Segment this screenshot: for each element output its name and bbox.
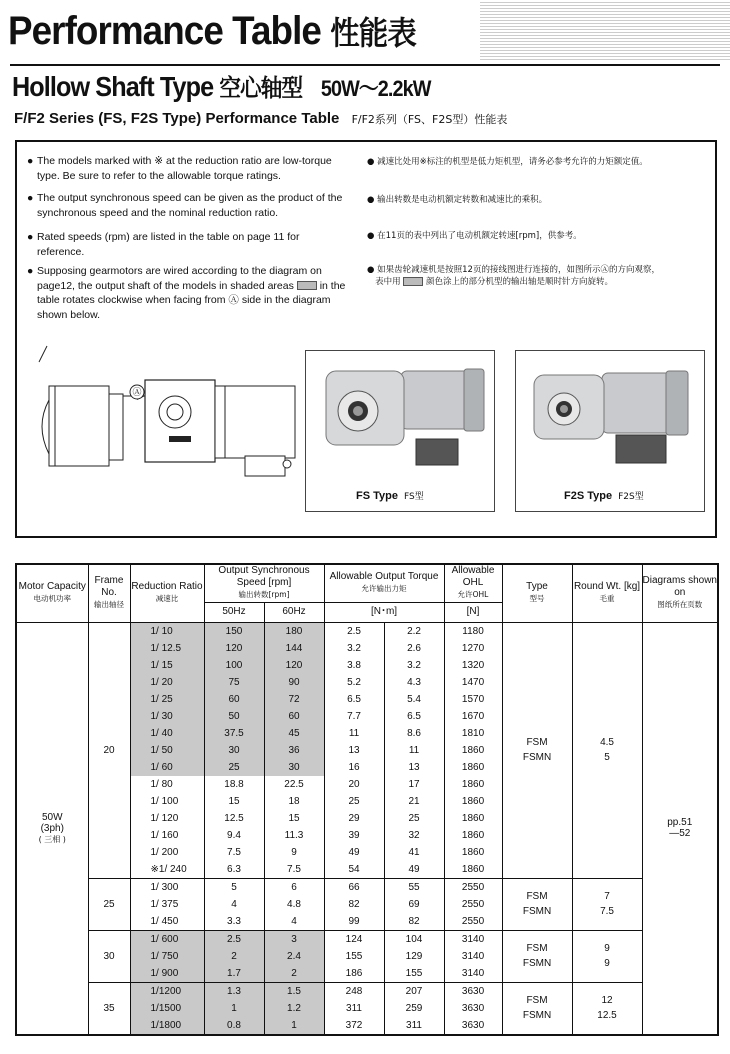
header-ohl-unit: [N]: [444, 602, 502, 622]
ratio-cell: 1/1800: [130, 1017, 204, 1035]
ratio-cell: 1/ 600: [130, 930, 204, 948]
speed-50hz-cell: 37.5: [204, 725, 264, 742]
torque-50hz-cell: 29: [324, 810, 384, 827]
speed-50hz-cell: 18.8: [204, 776, 264, 793]
speed-50hz-cell: 2: [204, 948, 264, 965]
torque-60hz-cell: 311: [384, 1017, 444, 1035]
speed-60hz-cell: 36: [264, 742, 324, 759]
speed-50hz-cell: 100: [204, 657, 264, 674]
torque-60hz-cell: 6.5: [384, 708, 444, 725]
torque-50hz-cell: 54: [324, 861, 384, 879]
f2s-type-caption: F2S Type F2S型: [564, 490, 644, 502]
speed-60hz-cell: 22.5: [264, 776, 324, 793]
frame-no-cell: 25: [88, 878, 130, 930]
ohl-cell: 1570: [444, 691, 502, 708]
torque-50hz-cell: 3.2: [324, 640, 384, 657]
speed-60hz-cell: 1: [264, 1017, 324, 1035]
torque-50hz-cell: 124: [324, 930, 384, 948]
ohl-cell: 1860: [444, 793, 502, 810]
type-cell: FSM FSMN: [502, 878, 572, 930]
ratio-cell: 1/ 750: [130, 948, 204, 965]
speed-50hz-cell: 9.4: [204, 827, 264, 844]
ratio-cell: 1/ 300: [130, 878, 204, 896]
torque-50hz-cell: 66: [324, 878, 384, 896]
speed-60hz-cell: 1.2: [264, 1000, 324, 1017]
speed-50hz-cell: 60: [204, 691, 264, 708]
torque-50hz-cell: 3.8: [324, 657, 384, 674]
notes-panel: [15, 140, 717, 538]
speed-60hz-cell: 90: [264, 674, 324, 691]
torque-50hz-cell: 49: [324, 844, 384, 861]
ohl-cell: 1860: [444, 810, 502, 827]
fs-type-photo: [306, 351, 492, 471]
frame-no-cell: 35: [88, 982, 130, 1035]
torque-60hz-cell: 21: [384, 793, 444, 810]
ohl-cell: 1860: [444, 844, 502, 861]
speed-60hz-cell: 9: [264, 844, 324, 861]
header-frame: Frame No. 输出轴径: [88, 564, 130, 622]
speed-60hz-cell: 7.5: [264, 861, 324, 879]
series-title-en: F/F2 Series (FS, F2S Type) Performance Table: [14, 110, 340, 127]
ratio-cell: 1/ 80: [130, 776, 204, 793]
note-1-en: ● The models marked with ※ at the reduction ratio are low-torque type. Be sure to refer to the allowable torque ratings.: [27, 155, 332, 182]
ratio-cell: 1/1500: [130, 1000, 204, 1017]
speed-60hz-cell: 144: [264, 640, 324, 657]
header-60hz: 60Hz: [264, 602, 324, 622]
weight-cell: 4.5 5: [572, 622, 642, 878]
section-title: [12, 68, 431, 103]
torque-60hz-cell: 3.2: [384, 657, 444, 674]
ratio-cell: 1/ 30: [130, 708, 204, 725]
torque-60hz-cell: 32: [384, 827, 444, 844]
ohl-cell: 2550: [444, 913, 502, 931]
torque-60hz-cell: 104: [384, 930, 444, 948]
torque-60hz-cell: 69: [384, 896, 444, 913]
decorative-stripe: [480, 0, 730, 60]
ohl-cell: 1470: [444, 674, 502, 691]
ohl-cell: 1860: [444, 742, 502, 759]
f2s-type-photo: [516, 351, 702, 471]
ohl-cell: 1270: [444, 640, 502, 657]
ohl-cell: 3630: [444, 1000, 502, 1017]
frame-no-cell: 30: [88, 930, 130, 982]
diagram-pages-cell: pp.51 —52: [642, 622, 718, 1035]
ratio-cell: 1/ 200: [130, 844, 204, 861]
torque-50hz-cell: 20: [324, 776, 384, 793]
ratio-cell: 1/ 450: [130, 913, 204, 931]
series-title: [14, 110, 507, 127]
type-cell: FSM FSMN: [502, 622, 572, 878]
speed-50hz-cell: 1.7: [204, 965, 264, 983]
torque-50hz-cell: 16: [324, 759, 384, 776]
ohl-cell: 1860: [444, 776, 502, 793]
ratio-cell: 1/ 100: [130, 793, 204, 810]
ratio-cell: 1/ 12.5: [130, 640, 204, 657]
ratio-cell: 1/ 375: [130, 896, 204, 913]
note-2-en: ● The output synchronous speed can be given as the product of the synchronous speed and the nominal reduction ratio.: [27, 192, 343, 219]
header-speed: Output Synchronous Speed [rpm] 输出转数[rpm]: [204, 564, 324, 602]
speed-50hz-cell: 2.5: [204, 930, 264, 948]
ohl-cell: 1180: [444, 622, 502, 640]
fs-type-caption: FS Type FS型: [356, 490, 424, 502]
speed-60hz-cell: 2.4: [264, 948, 324, 965]
torque-60hz-cell: 25: [384, 810, 444, 827]
torque-50hz-cell: 25: [324, 793, 384, 810]
torque-50hz-cell: 7.7: [324, 708, 384, 725]
gearmotor-line-diagram: [25, 338, 305, 488]
torque-60hz-cell: 155: [384, 965, 444, 983]
ohl-cell: 2550: [444, 878, 502, 896]
page-title-cn: 性能表: [330, 14, 416, 52]
section-title-en: Hollow Shaft Type: [12, 71, 214, 102]
torque-50hz-cell: 248: [324, 982, 384, 1000]
fs-type-photo-frame: [305, 350, 495, 512]
torque-50hz-cell: 13: [324, 742, 384, 759]
note-3-en: ● Rated speeds (rpm) are listed in the table on page 11 for reference.: [27, 231, 300, 258]
speed-50hz-cell: 4: [204, 896, 264, 913]
speed-50hz-cell: 3.3: [204, 913, 264, 931]
motor-capacity-cell: 50W (3ph) ( 三相 ): [16, 622, 88, 1035]
speed-60hz-cell: 120: [264, 657, 324, 674]
note-4-cn: ● 如果齿轮减速机是按照12页的接线图进行连接的，如图所示Ⓐ的方向观察， 表中用 颜色涂上的部分机型的输出轴是顺时针方向旋转。: [367, 265, 660, 287]
torque-60hz-cell: 17: [384, 776, 444, 793]
series-title-cn: F/F2系列（FS、F2S型）性能表: [351, 113, 508, 126]
speed-60hz-cell: 4.8: [264, 896, 324, 913]
performance-table: [15, 563, 719, 1036]
weight-cell: 12 12.5: [572, 982, 642, 1035]
speed-50hz-cell: 6.3: [204, 861, 264, 879]
note-4-en: ● Supposing gearmotors are wired according to the diagram on page12, the output shaft of the models in shaded areas in the table rotates clockwise when facing from Ⓐ side in the diagram shown below.: [27, 265, 346, 321]
speed-60hz-cell: 2: [264, 965, 324, 983]
torque-50hz-cell: 6.5: [324, 691, 384, 708]
torque-60hz-cell: 55: [384, 878, 444, 896]
speed-60hz-cell: 3: [264, 930, 324, 948]
torque-60hz-cell: 49: [384, 861, 444, 879]
torque-60hz-cell: 2.2: [384, 622, 444, 640]
speed-50hz-cell: 7.5: [204, 844, 264, 861]
torque-50hz-cell: 311: [324, 1000, 384, 1017]
weight-cell: 7 7.5: [572, 878, 642, 930]
table-row: [16, 982, 718, 1000]
ratio-cell: 1/ 10: [130, 622, 204, 640]
torque-60hz-cell: 11: [384, 742, 444, 759]
ratio-cell: 1/ 15: [130, 657, 204, 674]
speed-50hz-cell: 120: [204, 640, 264, 657]
title-rule: [10, 64, 720, 66]
ratio-cell: 1/ 20: [130, 674, 204, 691]
speed-60hz-cell: 60: [264, 708, 324, 725]
ratio-cell: 1/ 40: [130, 725, 204, 742]
header-type: Type 型号: [502, 564, 572, 622]
speed-60hz-cell: 18: [264, 793, 324, 810]
ohl-cell: 1860: [444, 827, 502, 844]
ratio-cell: 1/ 25: [130, 691, 204, 708]
ratio-cell: 1/ 50: [130, 742, 204, 759]
speed-60hz-cell: 45: [264, 725, 324, 742]
speed-50hz-cell: 5: [204, 878, 264, 896]
speed-50hz-cell: 75: [204, 674, 264, 691]
speed-60hz-cell: 4: [264, 913, 324, 931]
speed-50hz-cell: 25: [204, 759, 264, 776]
table-row: [16, 930, 718, 948]
torque-60hz-cell: 8.6: [384, 725, 444, 742]
speed-60hz-cell: 11.3: [264, 827, 324, 844]
page-title: [8, 8, 416, 54]
torque-60hz-cell: 13: [384, 759, 444, 776]
ohl-cell: 1320: [444, 657, 502, 674]
torque-50hz-cell: 11: [324, 725, 384, 742]
torque-60hz-cell: 207: [384, 982, 444, 1000]
note-3-cn: ● 在11页的表中列出了电动机额定转速[rpm]，供参考。: [367, 231, 582, 241]
speed-50hz-cell: 50: [204, 708, 264, 725]
speed-60hz-cell: 30: [264, 759, 324, 776]
ratio-cell: 1/ 900: [130, 965, 204, 983]
speed-60hz-cell: 6: [264, 878, 324, 896]
ratio-cell: 1/ 120: [130, 810, 204, 827]
table-row: [16, 622, 718, 640]
torque-50hz-cell: 99: [324, 913, 384, 931]
ratio-cell: ※1/ 240: [130, 861, 204, 879]
header-50hz: 50Hz: [204, 602, 264, 622]
speed-50hz-cell: 150: [204, 622, 264, 640]
ohl-cell: 3630: [444, 1017, 502, 1035]
section-title-cn: 空心轴型: [219, 74, 303, 102]
torque-60hz-cell: 4.3: [384, 674, 444, 691]
ohl-cell: 2550: [444, 896, 502, 913]
ratio-cell: 1/ 160: [130, 827, 204, 844]
ohl-cell: 3630: [444, 982, 502, 1000]
torque-60hz-cell: 82: [384, 913, 444, 931]
type-cell: FSM FSMN: [502, 982, 572, 1035]
ratio-cell: 1/ 60: [130, 759, 204, 776]
speed-50hz-cell: 0.8: [204, 1017, 264, 1035]
header-capacity: Motor Capacity 电动机功率: [16, 564, 88, 622]
speed-50hz-cell: 1.3: [204, 982, 264, 1000]
speed-60hz-cell: 180: [264, 622, 324, 640]
ohl-cell: 1810: [444, 725, 502, 742]
ratio-cell: 1/1200: [130, 982, 204, 1000]
performance-table-body: [16, 622, 718, 1035]
table-row: [16, 878, 718, 896]
header-weight: Round Wt. [kg] 毛重: [572, 564, 642, 622]
header-torque: Allowable Output Torque 允许输出力矩: [324, 564, 444, 602]
speed-50hz-cell: 1: [204, 1000, 264, 1017]
torque-60hz-cell: 2.6: [384, 640, 444, 657]
torque-60hz-cell: 129: [384, 948, 444, 965]
ohl-cell: 1860: [444, 861, 502, 879]
f2s-type-photo-frame: [515, 350, 705, 512]
svg-text:Ⓐ: Ⓐ: [132, 387, 142, 397]
speed-50hz-cell: 30: [204, 742, 264, 759]
torque-50hz-cell: 186: [324, 965, 384, 983]
frame-no-cell: 20: [88, 622, 130, 878]
torque-60hz-cell: 5.4: [384, 691, 444, 708]
ohl-cell: 3140: [444, 948, 502, 965]
header-torque-unit: [N･m]: [324, 602, 444, 622]
speed-60hz-cell: 72: [264, 691, 324, 708]
speed-50hz-cell: 15: [204, 793, 264, 810]
torque-50hz-cell: 2.5: [324, 622, 384, 640]
torque-50hz-cell: 372: [324, 1017, 384, 1035]
type-cell: FSM FSMN: [502, 930, 572, 982]
note-1-cn: ● 减速比处用※标注的机型是低力矩机型，请务必参考允许的力矩额定值。: [367, 157, 648, 167]
torque-60hz-cell: 259: [384, 1000, 444, 1017]
ohl-cell: 3140: [444, 930, 502, 948]
header-ratio: Reduction Ratio 减速比: [130, 564, 204, 622]
header-diagrams: Diagrams shown on 图纸所在页数: [642, 564, 718, 622]
torque-60hz-cell: 41: [384, 844, 444, 861]
torque-50hz-cell: 39: [324, 827, 384, 844]
torque-50hz-cell: 155: [324, 948, 384, 965]
speed-50hz-cell: 12.5: [204, 810, 264, 827]
page-title-en: Performance Table: [8, 9, 321, 53]
torque-50hz-cell: 5.2: [324, 674, 384, 691]
ohl-cell: 1860: [444, 759, 502, 776]
shaded-area-swatch: [297, 281, 317, 290]
ohl-cell: 1670: [444, 708, 502, 725]
header-ohl: Allowable OHL 允许OHL: [444, 564, 502, 602]
speed-60hz-cell: 15: [264, 810, 324, 827]
weight-cell: 9 9: [572, 930, 642, 982]
speed-60hz-cell: 1.5: [264, 982, 324, 1000]
note-2-cn: ● 输出转数是电动机额定转数和减速比的乘积。: [367, 195, 548, 205]
power-range: 50W～2.2kW: [320, 76, 431, 101]
torque-50hz-cell: 82: [324, 896, 384, 913]
ohl-cell: 3140: [444, 965, 502, 983]
